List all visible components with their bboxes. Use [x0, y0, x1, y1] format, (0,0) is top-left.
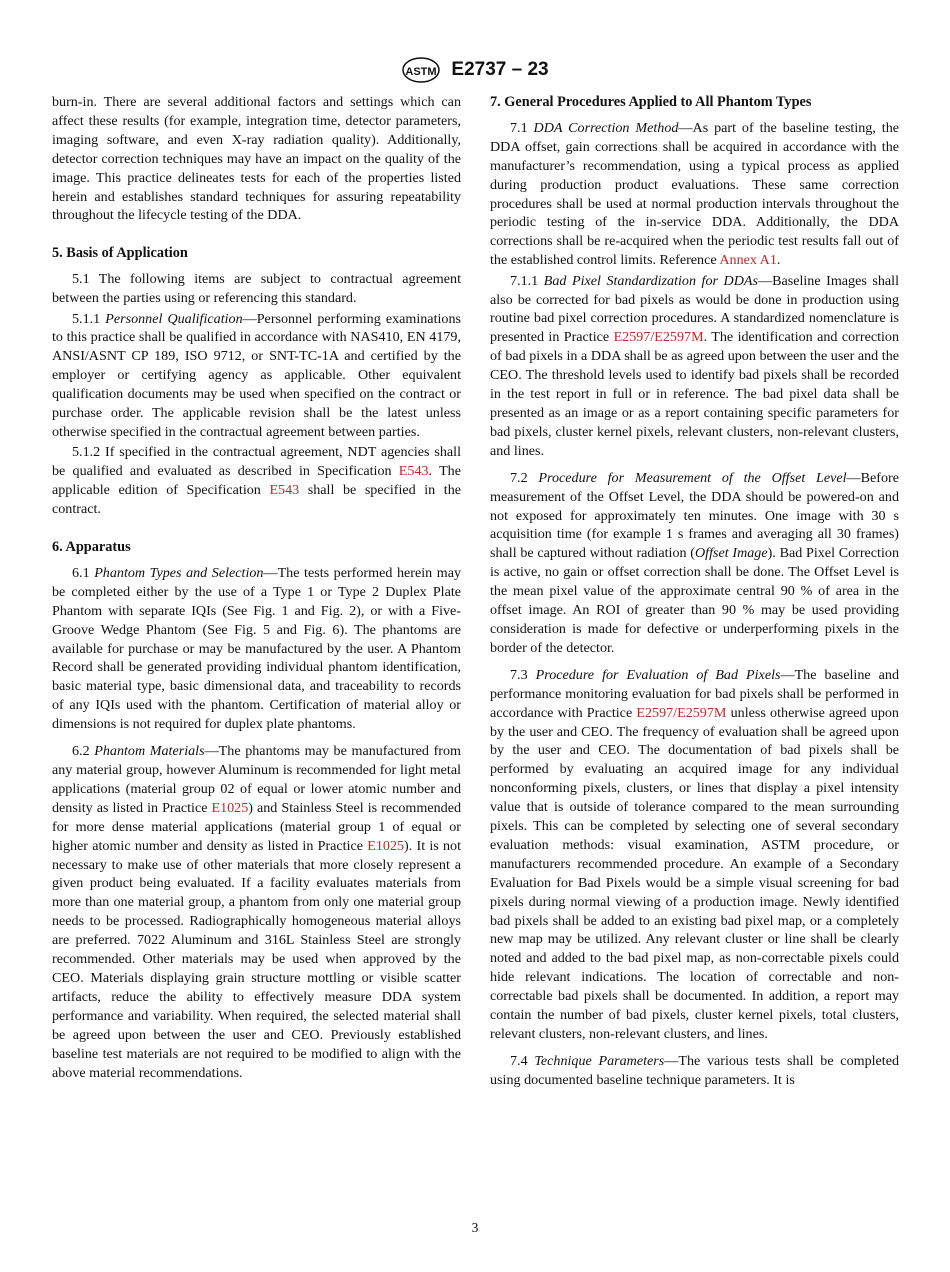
paragraph	[490, 469, 899, 658]
paragraph-text: 5.1.1	[72, 310, 106, 327]
paragraph-text: unless otherwise agreed upon by the user and CEO. The frequency of evaluation shall be agreed upon by the user and CEO. The documentation of bad pixels shall be performed by evaluating an acquired image for any individual nonconforming pixels, clusters, or lines that display a pixel intensity value that is outside of tolerance compared to the mean surrounding pixels. This can be completed by selecting one of several secondary evaluation methods: visual examination, ASTM procedure, or manufacturers recommended procedure. An example of a Secondary Evaluation for Bad Pixels would be a simple visual screening for bad pixels during normal viewing of a production image. Newly identified bad pixels shall be added to an existing bad pixel map, or a completely new map may be utilized. Any relevant cluster or line shall be clearly noted and added to the bad pixel map, as non-correctable pixels could hide relevant indications. The location of correctable and non-correctable bad pixels shall be documented. In addition, a report may contain the number of bad pixels, cluster kernel pixels, total clusters, relevant clusters, non-relevant clusters, and lines.	[490, 704, 899, 1042]
paragraph	[52, 564, 461, 734]
paragraph-text: 5.1.2 If specified in the contractual agreement, NDT agencies shall be qualified and evaluated as described in Specification	[52, 444, 461, 480]
page-number: 3	[471, 1220, 479, 1235]
paragraph-text: shall be specified in the contract.	[52, 482, 462, 518]
right-column	[490, 93, 899, 1091]
paragraph-title: Bad Pixel Standardization for DDAs	[543, 272, 758, 289]
paragraph-text: —The various tests shall be completed using documented baseline technique parameters. It is	[490, 1052, 900, 1088]
section-heading: 7. General Procedures Applied to All Phantom Types	[490, 94, 812, 110]
paragraph	[52, 310, 461, 442]
reference-link[interactable]: E543	[398, 463, 429, 480]
paragraph-text: ). Bad Pixel Correction is active, no gain or offset correction shall be done. The Offset Level is the mean pixel value of the approximate central 90 % of area in the offset image. An ROI of greater than 90 % may be used providing consideration is made for defective or underperforming pixels in the border of the detector.	[490, 545, 899, 656]
paragraph-text: —Before measurement of the Offset Level, the DDA should be powered-on and not exposed for approximately ten minutes. One image with 30 s acquisition time (for example 1 s frames and averaging all 30 frames) shall be captured without radiation (	[490, 469, 899, 562]
paragraph-title: Phantom Types and Selection	[94, 564, 264, 581]
paragraph-text: ) and Stainless Steel is recommended for more dense material applications (material group 1 of equal or higher atomic number and density as listed in Practice	[52, 799, 461, 854]
reference-link[interactable]: E2597/E2597M	[613, 329, 704, 346]
paragraph-title: DDA Correction Method	[533, 119, 679, 136]
paragraph-text: —The tests performed herein may be completed either by the use of a Type 1 or Type 2 Duplex Plate Phantom with separate IQIs (See Fig. 1 and Fig. 2), or with a Five-Groove Wedge Phantom (See Fig. 5 and Fig. 6). The phantoms are available for purchase or may be manufactured by the user. A Phantom Record shall be generated providing individual phantom identification, basic material type, basic dimensional data, and traceability to records of any IQIs used with the phantom. Certification of material alloy or dimensions is not required for duplex plate phantoms.	[52, 564, 462, 733]
paragraph-text: —Personnel performing examinations to this practice shall be qualified in accordance with NAS410, EN 4179, ANSI/ASNT CP 189, ISO 9712, or SNT-TC-1A and certified by the employer or certifying agency as applicable. Other equivalent qualification documents may be used when specified on the contract or purchase order. The applicable revision shall be the latest unless otherwise specified in the contractual agreement between parties.	[52, 310, 461, 440]
paragraph	[490, 119, 899, 270]
paragraph-title: Phantom Materials	[94, 743, 205, 760]
left-column	[52, 93, 461, 1084]
paragraph-title: Offset Image	[694, 545, 768, 562]
paragraph-title: Personnel Qualification	[105, 310, 243, 327]
paragraph-text: 5.1 The following items are subject to contractual agreement between the parties using or referencing this standard.	[52, 271, 461, 307]
reference-link[interactable]: E2597/E2597M	[636, 704, 727, 721]
paragraph-text: 7.1	[510, 119, 534, 136]
paragraph-text: —The phantoms may be manufactured from any material group, however Aluminum is recommended for light metal applications (material group 02 of equal or lower atomic number and density as listed in Practice	[52, 743, 461, 816]
section-heading: 6. Apparatus	[52, 539, 131, 556]
page-header	[0, 56, 950, 84]
paragraph-title: Technique Parameters	[534, 1052, 665, 1069]
paragraph-text: ). It is not necessary to make use of other materials that more closely represent a given product being evaluated. If a facility evaluates materials from more than one material group, a phantom from only one material group needs to be processed. Radiographically homogeneous material alloys are preferred. 7022 Aluminum and 316L Stainless Steel are strongly recommended. Other materials may be used when approved by the CEO. Materials displaying grain structure mottling or visible scatter artifacts, reduce the ability to effectively measure DDA system performance and variability. When required, the selected material shall be agreed upon between the user and CEO. Previously established baseline test materials are not required to be modified to align with the above material recommendations.	[52, 837, 461, 1081]
section-heading: 5. Basis of Application	[52, 245, 188, 262]
reference-link[interactable]: Annex A1	[719, 252, 777, 269]
reference-link[interactable]: E1025	[211, 799, 249, 816]
paragraph-text: 7.4	[510, 1052, 535, 1069]
paragraph-title: Procedure for Evaluation of Bad Pixels	[535, 666, 781, 683]
paragraph-text: . The applicable edition of Specification	[52, 463, 461, 499]
paragraph-text: burn-in. There are several additional factors and settings which can affect these results (for example, integration time, detector parameters, imaging software, and even X-ray radiation quality). Additionally, detector correction techniques may have an impact on the quality of the image. This practice delineates tests for each of the properties listed herein and establishes standard techniques for assuring repeatability throughout the lifecycle testing of the DDA.	[52, 94, 461, 224]
reference-link[interactable]: E543	[269, 482, 300, 499]
document-designation: E2737 – 23	[451, 59, 549, 80]
paragraph	[490, 666, 899, 1044]
paragraph-title: Procedure for Measurement of the Offset Level	[538, 469, 847, 486]
paragraph-text: . The identification and correction of bad pixels in a DDA shall be as agreed upon between the user and the CEO. The threshold levels used to identify bad pixels shall be recorded in the test report in full or in reference. The bad pixel data shall be presented as an image or as a report containing specific parameters for bad pixels, cluster kernel pixels, relevant clusters, non-relevant clusters, and lines.	[490, 329, 900, 459]
paragraph-text: 6.1	[72, 564, 95, 581]
paragraph	[52, 742, 461, 1082]
paragraph-text: —Baseline Images shall also be corrected for bad pixels as would be done in production using routine bad pixel correction procedures. A standardized nomenclature is presented in Practice	[490, 272, 899, 346]
paragraph	[490, 1052, 899, 1090]
paragraph	[52, 93, 461, 225]
astm-logo-icon	[401, 56, 441, 84]
paragraph	[52, 443, 461, 519]
paragraph	[52, 270, 461, 308]
paragraph-text: 7.3	[510, 666, 536, 683]
paragraph-text: 7.2	[510, 469, 539, 486]
paragraph-text: 7.1.1	[510, 272, 544, 289]
paragraph-text: —As part of the baseline testing, the DDA offset, gain corrections shall be acquired in accordance with the manufacturer’s recommendation, using a typical process as applied during production product evaluations. These same correction procedures shall be used at normal production intervals throughout the periodic testing of the in-service DDA. Additionally, the DDA corrections shall be re-acquired when the periodic test results fall out of the established control limits. Reference	[490, 119, 900, 269]
paragraph-text: —The baseline and performance monitoring evaluation for bad pixels shall be performed in accordance with Practice	[490, 666, 900, 721]
reference-link[interactable]: E1025	[367, 837, 405, 854]
paragraph-text: .	[776, 252, 781, 269]
paragraph-text: 6.2	[72, 743, 95, 760]
svg-text:ASTM: ASTM	[405, 66, 437, 78]
paragraph	[490, 272, 899, 461]
